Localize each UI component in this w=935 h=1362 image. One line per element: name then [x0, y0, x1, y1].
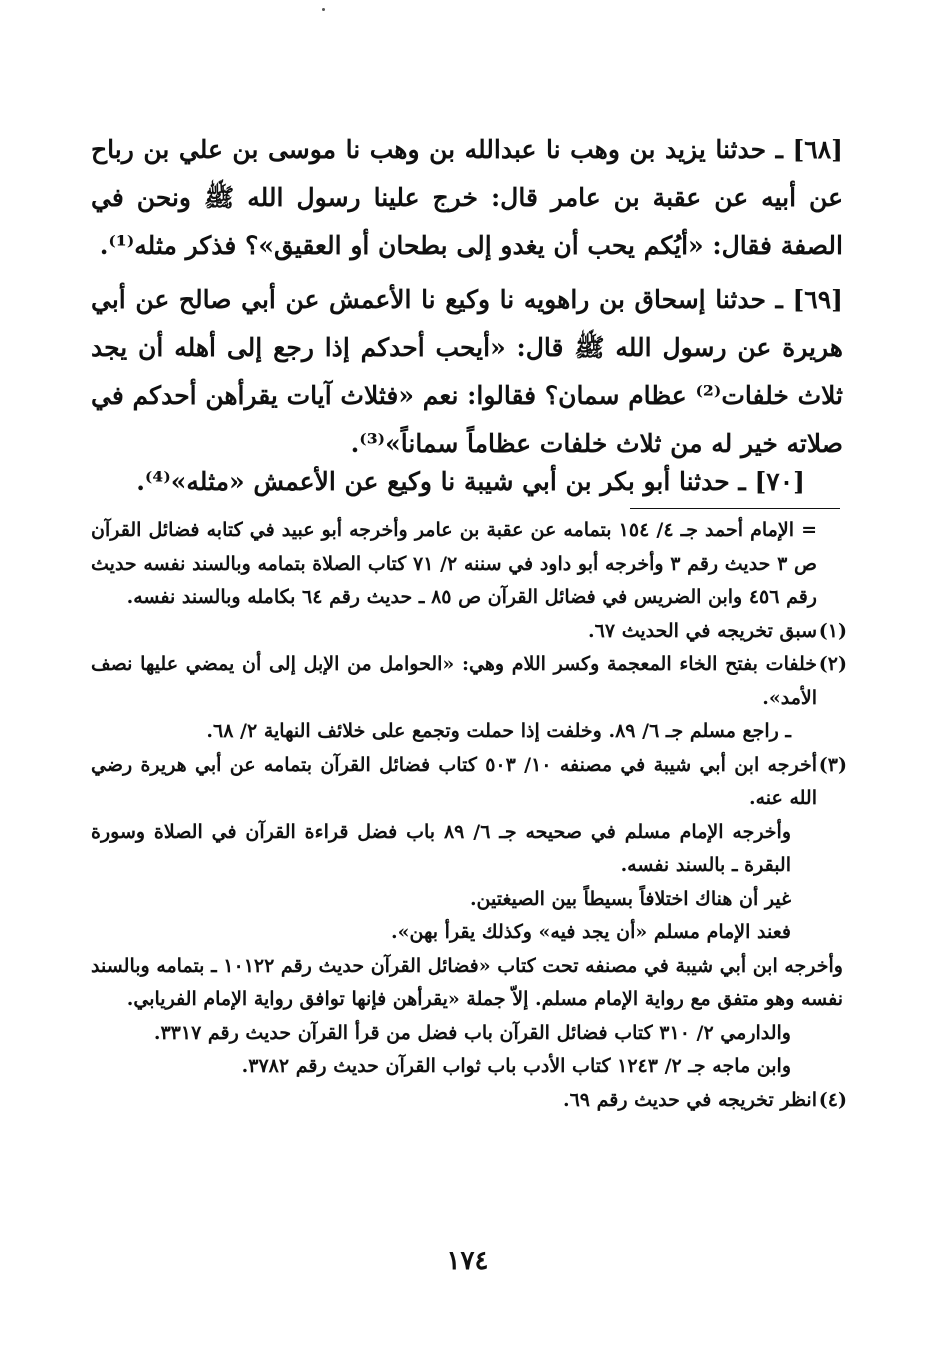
scan-speck [322, 8, 325, 11]
footnote-1: (١) سبق تخريجه في الحديث ٦٧. [91, 615, 843, 649]
footnote-marker: (١) [818, 619, 847, 642]
footnote-3-ibn-majah: وابن ماجه جـ ٢/ ١٢٤٣ كتاب الأدب باب ثواب القرآن حديث رقم ٣٧٨٢. [241, 1055, 791, 1077]
footnote-4: (٤) انظر تخريجه في حديث رقم ٦٩. [91, 1084, 843, 1118]
footnote-3-ibn-abi-shayba: وأخرجه ابن أبي شيبة في مصنفه تحت كتاب «فضائل القرآن حديث رقم ١٠١٢٢ ـ بتمامه وبالسند نفسه وهو متفق مع رواية الإمام مسلم. إلاّ جملة «يقرأهن فإنها توافق رواية الإمام الفريابي. [91, 954, 843, 1010]
hadith-68 [91, 126, 843, 270]
footnote-marker: (٣) [818, 753, 847, 776]
footnote-3-darimi: والدارمي ٢/ ٣١٠ كتاب فضائل القرآن باب فضل من قرأ القرآن حديث رقم ٣٣١٧. [153, 1021, 791, 1044]
footnote-continued: = الإمام أحمد جـ ٤/ ١٥٤ بتمامه عن عقبة بن عامر وأخرجه أبو عبيد في كتابه فضائل القرآن ص ٣ حديث رقم ٣ وأخرجه أبو داود في سننه ٢/ ٧١ كتاب الصلاة بتمامه وبالسند نفسه حديث رقم ٤٥٦ وابن الضريس في فضائل القرآن ص ٨٥ ـ حديث رقم ٦٤ بكامله وبالسند نفسه. [91, 519, 818, 608]
footnote-separator [630, 508, 840, 509]
footnotes [91, 514, 847, 1117]
footnote-marker: (٢) [818, 653, 847, 675]
footnote-2: (٢) خلفات بفتح الخاء المعجمة وكسر اللام وهي: «الحوامل من الإبل إلى أن يمضي عليها نصف الأمد». [91, 648, 843, 715]
footnote-3-muslim-wording: فعند الإمام مسلم «أن يجد فيه» وكذلك يقرأ بهن». [391, 921, 791, 943]
page-number: ١٧٤ [446, 1246, 489, 1276]
hadith-number: [٦٨] [792, 135, 843, 164]
hadith-number: [٧٠] [754, 467, 805, 496]
hadith-69 [91, 276, 843, 468]
footnote-3: (٣) أخرجه ابن أبي شيبة في مصنفه ١٠/ ٥٠٣ كتاب فضائل القرآن بتمامه عن أبي هريرة رضي الله عنه. [91, 749, 843, 816]
hadith-70 [105, 458, 805, 506]
hadith-text: ـ حدثنا يزيد بن وهب نا عبدالله بن وهب نا موسى بن علي بن رباح عن أبيه عن عقبة بن عامر قال: خرج علينا رسول الله ﷺ ونحن في الصفة فقال: «أيُكم يحب أن يغدو إلى بطحان أو العقيق»؟ فذكر مثله⁽¹⁾. [91, 135, 843, 260]
footnote-marker: (٤) [818, 1088, 847, 1111]
hadith-number: [٦٩] [792, 285, 843, 314]
hadith-text: ـ حدثنا إسحاق بن راهويه نا وكيع نا الأعمش عن أبي صالح عن أبي هريرة عن رسول الله ﷺ قال: «أيحب أحدكم إذا رجع إلى أهله أن يجد ثلاث خلفات⁽²⁾ عظام سمان؟ فقالوا: نعم «فثلاث آيات يقرأهن أحدكم في صلاته خير له من ثلاث خلفات عظاماً سماناً»⁽³⁾. [91, 285, 844, 458]
footnote-3-muslim: وأخرجه الإمام مسلم في صحيحه جـ ٦/ ٨٩ باب فضل قراءة القرآن في الصلاة وسورة البقرة ـ بالسند نفسه. [91, 820, 791, 876]
footnote-3-difference: غير أن هناك اختلافاً بسيطاً بين الصيغتين. [469, 887, 791, 910]
hadith-text: ـ حدثنا أبو بكر بن أبي شيبة نا وكيع عن الأعمش «مثله»⁽⁴⁾. [136, 467, 755, 496]
footnote-2-reference: ـ راجع مسلم جـ ٦/ ٨٩. وخلفت إذا حملت وتجمع على خلائف النهاية ٢/ ٦٨. [206, 720, 791, 742]
